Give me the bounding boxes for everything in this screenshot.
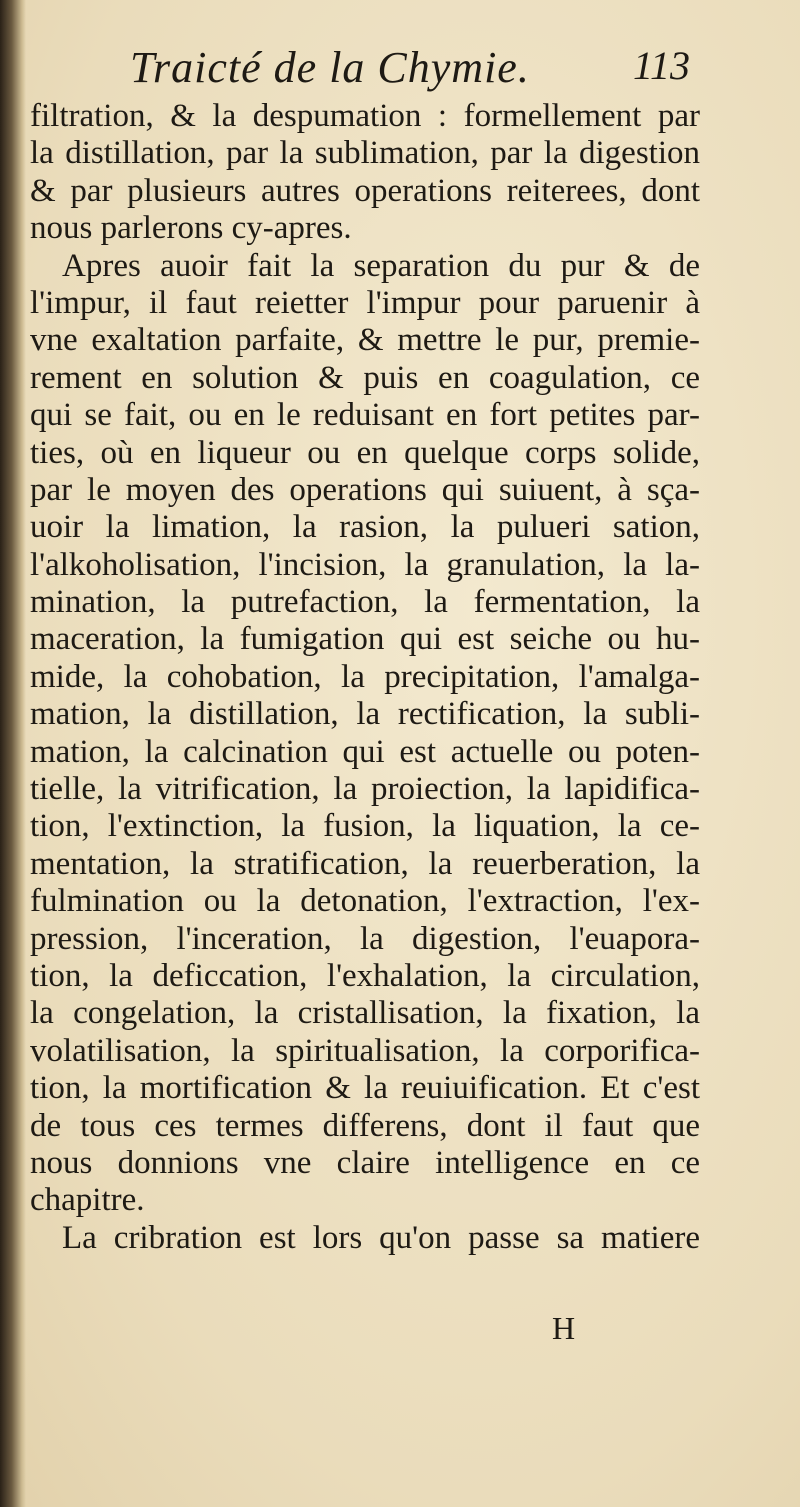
text-line: tielle, la vitrification, la proiection, la lapidifica- [30, 771, 700, 808]
text-line: filtration, & la despumation : formellement par [30, 98, 700, 134]
text-line: la congelation, la cristallisation, la fixation, la [30, 995, 700, 1032]
text-line: fulmination ou la detonation, l'extraction, l'ex- [30, 883, 700, 920]
text-line: la distillation, par la sublimation, par la digestion [30, 135, 700, 172]
text-line: maceration, la fumigation qui est seiche ou hu- [30, 621, 700, 658]
signature-mark: H [552, 1310, 576, 1346]
text-line: mination, la putrefaction, la fermentation, la [30, 584, 700, 621]
text-line: ties, où en liqueur ou en quelque corps solide, [30, 434, 700, 471]
text-line: vne exaltation parfaite, & mettre le pur, premie- [30, 322, 700, 359]
running-title: Traicté de la Chymie. [130, 43, 530, 92]
text-line: uoir la limation, la rasion, la pulueri sation, [30, 509, 700, 546]
text-line: tion, la deficcation, l'exhalation, la circulation, [30, 957, 700, 994]
text-line: Apres auoir fait la separation du pur & de [62, 247, 700, 284]
text-line: de tous ces termes differens, dont il faut que [30, 1107, 700, 1144]
text-line: mentation, la stratification, la reuerberation, la [30, 845, 700, 882]
text-line: qui se fait, ou en le reduisant en fort petites par- [30, 397, 700, 434]
text-line: l'alkoholisation, l'incision, la granulation, la la- [30, 546, 700, 583]
text-line: tion, l'extinction, la fusion, la liquation, la ce- [30, 808, 700, 845]
text-line: rement en solution & puis en coagulation, ce [30, 359, 700, 396]
body-text [30, 98, 700, 1257]
page-header [130, 42, 690, 102]
text-line: nous donnions vne claire intelligence en ce [30, 1144, 700, 1181]
text-line: pression, l'inceration, la digestion, l'euapora- [30, 920, 700, 957]
text-line: par le moyen des operations qui suiuent, à sça- [30, 471, 700, 508]
text-line: tion, la mortification & la reuiuification. Et c'est [30, 1070, 700, 1107]
binding-gutter [0, 0, 26, 1507]
text-line: mide, la cohobation, la precipitation, l'amalga- [30, 658, 700, 695]
text-line: mation, la distillation, la rectification, la subli- [30, 696, 700, 733]
text-line: mation, la calcination qui est actuelle ou poten- [30, 733, 700, 770]
text-line: l'impur, il faut reietter l'impur pour paruenir à [30, 284, 700, 321]
text-line: volatilisation, la spiritualisation, la corporifica- [30, 1032, 700, 1069]
page-number: 113 [632, 43, 690, 88]
text-line: La cribration est lors qu'on passe sa matiere [62, 1219, 700, 1256]
text-line: chapitre. [30, 1182, 145, 1219]
text-line: & par plusieurs autres operations reiterees, dont [30, 172, 700, 209]
text-line: nous parlerons cy-apres. [30, 210, 352, 247]
